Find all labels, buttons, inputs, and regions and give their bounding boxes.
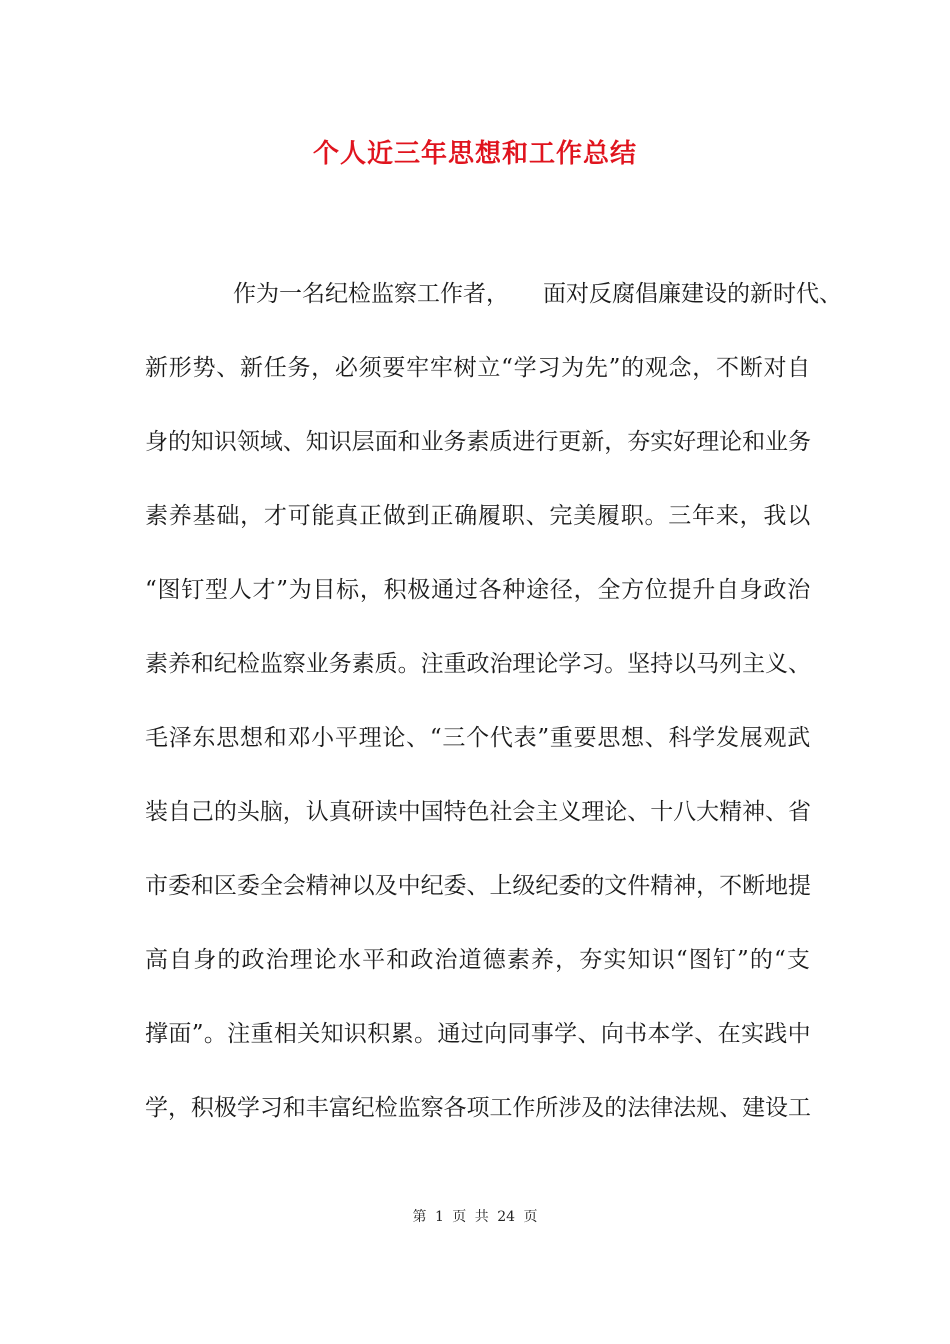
paragraph-line	[145, 942, 811, 1016]
paragraph-line	[145, 1016, 811, 1090]
line-text: 撑面”。注重相关知识积累。通过向同事学、向书本学、在实践中	[145, 1021, 811, 1047]
page-footer: 第 1 页 共 24 页	[412, 1209, 538, 1225]
document-body	[145, 276, 842, 1164]
line-text: 身的知识领域、知识层面和业务素质进行更新，夯实好理论和业务	[145, 429, 811, 455]
line-text: 学，积极学习和丰富纪检监察各项工作所涉及的法律法规、建设工	[145, 1095, 811, 1121]
paragraph-line	[145, 1090, 811, 1164]
line-text: 素养和纪检监察业务素质。注重政治理论学习。坚持以马列主义、	[145, 651, 811, 677]
paragraph-line	[145, 868, 811, 942]
line-text: 素养基础，才可能真正做到正确履职、完美履职。三年来，我以	[145, 503, 811, 529]
paragraph-line	[145, 276, 842, 350]
paragraph-line	[145, 350, 811, 424]
line-text: 面对反腐倡廉建设的新时代、	[543, 281, 842, 307]
paragraph-line	[145, 646, 811, 720]
line-text: 装自己的头脑，认真研读中国特色社会主义理论、十八大精神、省	[145, 799, 811, 825]
line-text: 市委和区委全会精神以及中纪委、上级纪委的文件精神，不断地提	[145, 873, 811, 899]
line-text: 作为一名纪检监察工作者，	[233, 281, 509, 307]
line-text: 新形势、新任务，必须要牢牢树立“学习为先”的观念，不断对自	[145, 355, 811, 381]
line-text: 毛泽东思想和邓小平理论、“三个代表”重要思想、科学发展观武	[145, 725, 811, 751]
paragraph-line	[145, 720, 811, 794]
document-title: 个人近三年思想和工作总结	[312, 139, 637, 169]
paragraph-line	[145, 794, 811, 868]
line-text: “图钉型人才”为目标，积极通过各种途径，全方位提升自身政治	[145, 577, 811, 603]
paragraph-line	[145, 424, 811, 498]
paragraph-line	[145, 572, 811, 646]
line-text: 高自身的政治理论水平和政治道德素养，夯实知识“图钉”的“支	[145, 947, 811, 973]
paragraph-line	[145, 498, 811, 572]
